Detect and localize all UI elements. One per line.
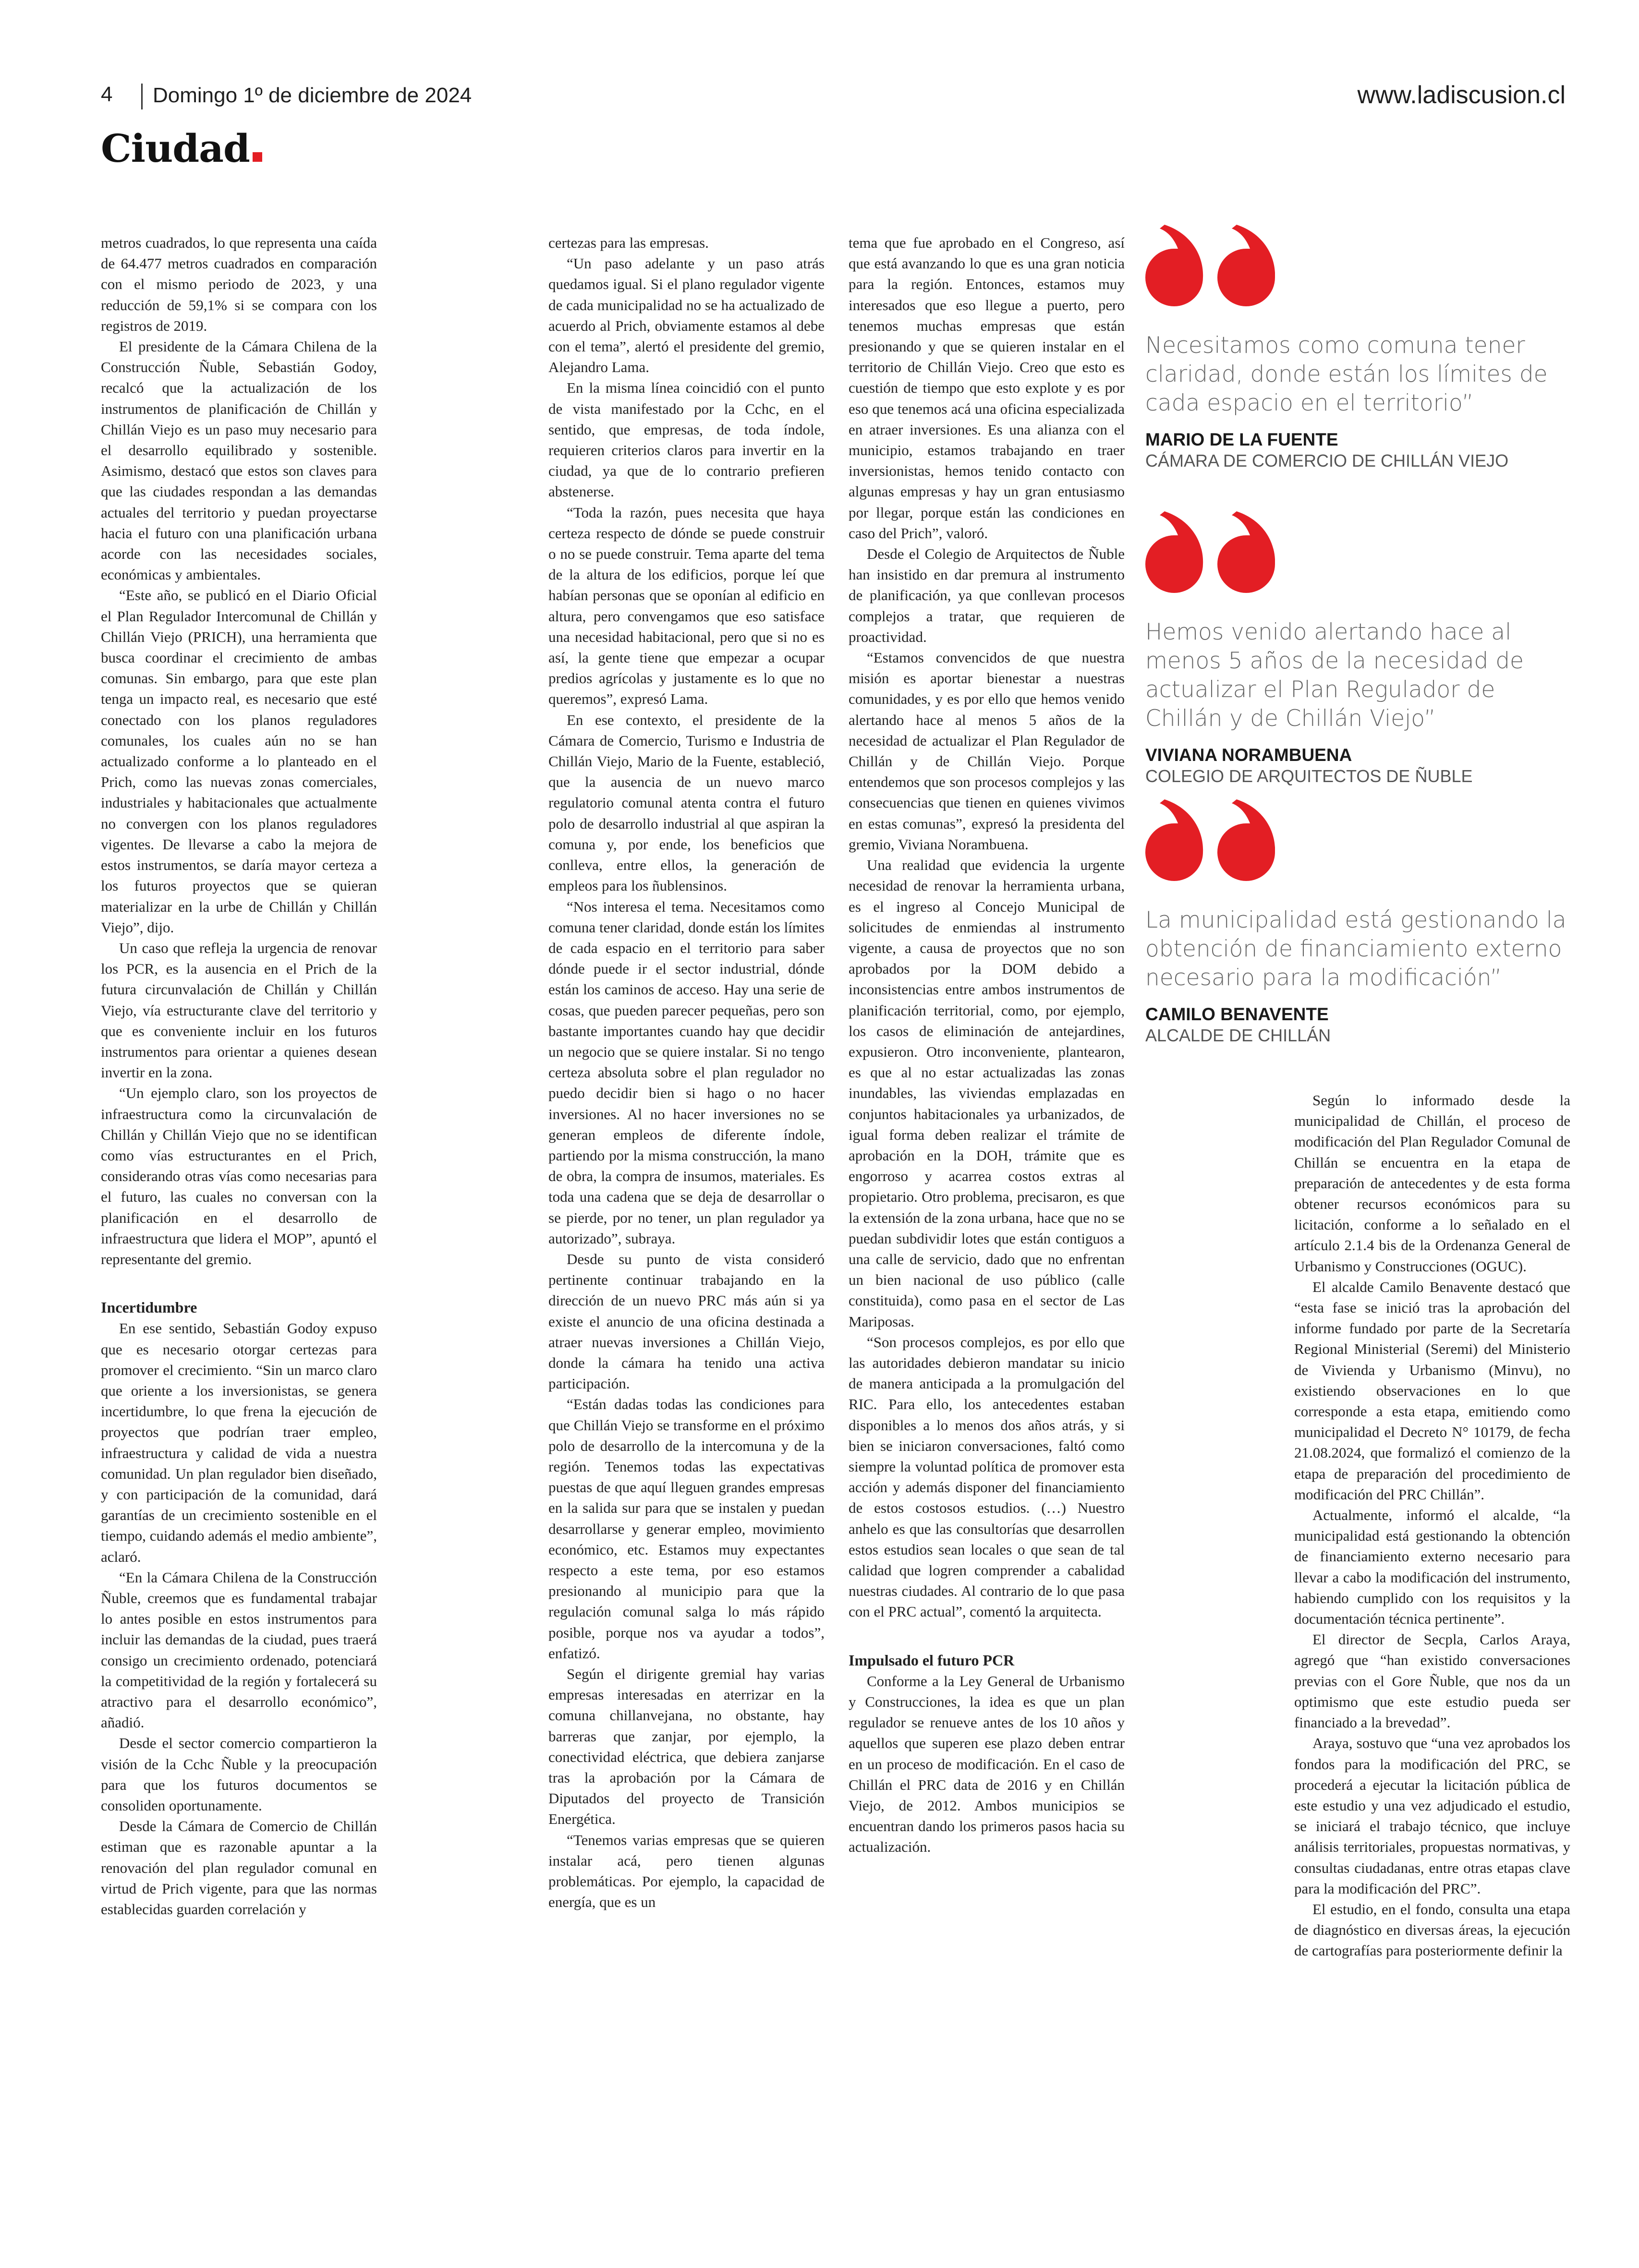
site-url[interactable]: www.ladiscusion.cl	[1357, 81, 1566, 109]
quote-author: CAMILO BENAVENTE	[1145, 1004, 1329, 1024]
paragraph: Desde el sector comercio compartieron la visión de la Cchc Ñuble y la preocupación para que los futuros documentos se consoliden oportunamente.	[101, 1735, 377, 1814]
subheading: Impulsado el futuro PCR	[849, 1651, 1015, 1669]
article-column-4	[1294, 1090, 1570, 1961]
header-divider	[141, 84, 143, 109]
paragraph: “Este año, se publicó en el Diario Oficial el Plan Regulador Intercomunal de Chillán y Chillán Viejo (PRICH), una herramienta que busca coordinar el crecimiento de ambas comunas. Sin embargo, para que este plan tenga un impacto real, es necesario que esté conectado con los planos reguladores comunales, los cuales aún no se han actualizado conforme a lo planteado en el Prich, como las nuevas zonas comerciales, industriales y habitacionales que actualmente no convergen con los planos reguladores vigentes. De llevarse a cabo la mejora de estos instrumentos, se daría mayor certeza a los futuros proyectos que se quieran materializar en la urbe de Chillán y Chillán Viejo”, dijo.	[101, 587, 377, 936]
paragraph: En ese sentido, Sebastián Godoy expuso que es necesario otorgar certezas para promover el crecimiento. “Sin un marco claro que oriente a los inversionistas, se genera incertidumbre, lo que frena la ejecución de proyectos que podrían traer empleo, infraestructura y calidad de vida a nuestra comunidad. Un plan regulador bien diseñado, y con participación de la comunidad, dará garantías de un crecimiento sostenible en el tiempo, cuidando además el medio ambiente”, aclaró.	[101, 1320, 377, 1565]
quote-text: Necesitamos como comuna tener claridad, donde están los límites de cada espacio en el territorio”	[1145, 332, 1548, 416]
paragraph: Desde la Cámara de Comercio de Chillán estiman que es razonable apuntar a la renovación del plan regulador comunal en virtud de Prich vigente, para que las normas establecidas guarden correlación y	[101, 1818, 377, 1918]
pull-quote	[1145, 225, 1578, 471]
paragraph: Una realidad que evidencia la urgente necesidad de renovar la herramienta urbana, es el ingreso al Concejo Municipal de solicitudes de enmiendas al instrumento vigente, a causa de proyectos que no son aprobados por la DOM debido a inconsistencias entre ambos instrumentos de planificación territorial, como, por ejemplo, los casos de eliminación de antejardines, expusieron. Otro inconveniente, plantearon, es que al no estar actualizadas las zonas inundables, las viviendas emplazadas en conjuntos habitacionales ya urbanizados, de igual forma deben realizar el trámite de aprobación en la DOH, trámite que es engorroso y acarrea costos extras al propietario. Otro problema, precisaron, es que la extensión de la zona urbana, hace que no se puedan subdividir lotes que están contiguos a una calle de servicio, dado que no enfrentan un bien nacional de uso público (calle constituida), como pasa en el sector de Las Mariposas.	[849, 857, 1125, 1330]
page-number: 4	[101, 83, 113, 106]
quote-author-role: ALCALDE DE CHILLÁN	[1145, 1025, 1331, 1045]
paragraph: Desde el Colegio de Arquitectos de Ñuble han insistido en dar premura al instrumento de planificación, ya que conllevan procesos complejos a tratar, que requieren de proactividad.	[849, 545, 1125, 645]
paragraph: metros cuadrados, lo que representa una caída de 64.477 metros cuadrados en comparación con el mismo periodo de 2023, y una reducción de 59,1% si se compara con los registros de 2019.	[101, 234, 377, 334]
paragraph: El alcalde Camilo Benavente destacó que “esta fase se inició tras la aprobación del informe fundado por parte de la Secretaría Regional Ministerial (Seremi) del Ministerio de Vivienda y Urbanismo (Minvu), no existiendo observaciones en lo que corresponde a esta etapa, emitiendo como municipalidad el Decreto N° 10179, de fecha 21.08.2024, que formalizó el comienzo de la etapa de preparación del procedimiento de modificación del PRC Chillán”.	[1294, 1278, 1570, 1503]
page-header	[101, 81, 1566, 129]
pull-quote	[1145, 511, 1578, 787]
quote-marks-icon	[1145, 799, 1275, 881]
quote-author-role: CÁMARA DE COMERCIO DE CHILLÁN VIEJO	[1145, 451, 1509, 470]
paragraph: Según lo informado desde la municipalidad de Chillán, el proceso de modificación del Plan Regulador Comunal de Chillán se encuentra en la etapa de preparación de antecedentes y de esta forma obtener recursos económicos para su licitación, conforme a lo señalado en el artículo 2.1.4 bis de la Ordenanza General de Urbanismo y Construcciones (OGUC).	[1294, 1092, 1570, 1275]
paragraph: En ese contexto, el presidente de la Cámara de Comercio, Turismo e Industria de Chillán Viejo, Mario de la Fuente, estableció, que la ausencia de un nuevo marco regulatorio comunal atenta contra el futuro polo de desarrollo industrial al que aspiran la comuna y, por ende, los beneficios que conlleva, entre ellos, la generación de empleos para los ñublensinos.	[548, 711, 825, 894]
paragraph: “En la Cámara Chilena de la Construcción Ñuble, creemos que es fundamental trabajar lo antes posible en estos instrumentos para incluir las demandas de la ciudad, pues traerá consigo un crecimiento ordenado, potenciará la competitividad de la región y fortalecerá su atractivo para el desarrollo económico”, añadió.	[101, 1568, 377, 1731]
quote-author: MARIO DE LA FUENTE	[1145, 430, 1338, 449]
paragraph: “Estamos convencidos de que nuestra misión es aportar bienestar a nuestras comunidades, y es por ello que hemos venido alertando hace al menos 5 años de la necesidad de actualizar el Plan Regulador de Chillán y de Chillán Viejo. Porque entendemos que son procesos complejos y las consecuencias que tienen en quienes vivimos en estas comunas”, expresó la presidenta del gremio, Viviana Norambuena.	[849, 649, 1125, 853]
paragraph: certezas para las empresas.	[548, 234, 709, 251]
paragraph: En la misma línea coincidió con el punto de vista manifestado por la Cchc, en el sentido, que empresas, de toda índole, requieren criterios claros para invertir en la ciudad, ya que de lo contrario prefieren abstenerse.	[548, 379, 825, 500]
paragraph: “Un ejemplo claro, son los proyectos de infraestructura como la circunvalación de Chillán y Chillán Viejo que no se identifican como vías estructurantes en el Prich, considerando otras vías como necesarias para el futuro, las cuales no conversan con la planificación en el desarrollo de infraestructura que lidera el MOP”, apuntó el representante del gremio.	[101, 1085, 377, 1267]
paragraph: Según el dirigente gremial hay varias empresas interesadas en aterrizar en la comuna chillanvejana, no obstante, hay barreras que zanjar, por ejemplo, la conectividad eléctrica, que debiera zanjarse tras la aprobación por la Cámara de Diputados del proyecto de Transición Energética.	[548, 1665, 825, 1828]
quote-text: Hemos venido alertando hace al menos 5 años de la necesidad de actualizar el Plan Regulador de Chillán y de Chillán Viejo”	[1145, 619, 1524, 732]
article-column-3	[849, 232, 1125, 1858]
paragraph: Un caso que refleja la urgencia de renovar los PCR, es la ausencia en el Prich de la futura circunvalación de Chillán y Chillán Viejo, vía estructurante clave del territorio y que es conveniente incluir en los futuros instrumentos para orientar a quienes desean invertir en la zona.	[101, 939, 377, 1081]
pull-quote	[1145, 799, 1578, 1046]
paragraph: El estudio, en el fondo, consulta una etapa de diagnóstico en diversas áreas, la ejecución de cartografías para posteriormente definir la	[1294, 1900, 1570, 1959]
quote-author: VIVIANA NORAMBUENA	[1145, 745, 1352, 765]
paragraph: tema que fue aprobado en el Congreso, así que está avanzando lo que es una gran noticia para la región. Entonces, estamos muy interesados que eso llegue a puerto, pero tenemos muchas empresas que están presionando y que se quieren instalar en el territorio de Chillán Viejo. Creo que esto es cuestión de tiempo que esto explote y es por eso que tenemos acá una oficina especializada en atraer inversiones. Es una alianza con el municipio, estamos trabajando en traer inversionistas, hemos tenido contacto con algunas empresas y hay un gran entusiasmo por llegar, porque están las condiciones en caso del Prich”, valoró.	[849, 234, 1125, 542]
paragraph: Desde su punto de vista consideró pertinente continuar trabajando en la dirección de un nuevo PRC más aún si ya existe el anuncio de una oficina destinada a atraer nuevas inversiones a Chillán Viejo, donde la cámara ha tenido una activa participación.	[548, 1250, 825, 1392]
quote-text: La municipalidad está gestionando la obtención de financiamiento externo necesario para la modificación”	[1145, 907, 1566, 991]
section-title	[101, 126, 262, 171]
paragraph: “Tenemos varias empresas que se quieren instalar acá, pero tienen algunas problemáticas. Por ejemplo, la capacidad de energía, que es un	[548, 1831, 825, 1911]
paragraph: “Nos interesa el tema. Necesitamos como comuna tener claridad, donde están los límites de cada espacio en el territorio para saber dónde puede ir el sector industrial, dónde están los caminos de acceso. Hay una serie de cosas, que pueden parecer pequeñas, pero son bastante importantes cuando hay que decidir un negocio que se quiere instalar. Si no tengo certeza absoluta sobre el plan regulador no puedo decidir bien si hago o no hacer inversiones. Al no hacer inversiones no se generan empleos de diferente índole, partiendo por la misma construcción, la mano de obra, la compra de insumos, materiales. Es toda una cadena que se deja de desarrollar o se pierde, por no tener, un plan regulador ya autorizado”, subraya.	[548, 898, 825, 1247]
paragraph: El presidente de la Cámara Chilena de la Construcción Ñuble, Sebastián Godoy, recalcó que la actualización de los instrumentos de planificación de Chillán y Chillán Viejo es un paso muy necesario para el desarrollo equilibrado y sostenible. Asimismo, destacó que estos son claves para que las ciudades respondan a las demandas actuales del territorio y puedan proyectarse hacia el futuro con una planificación urbana acorde con las necesidades sociales, económicas y ambientales.	[101, 338, 377, 583]
section-label: Ciudad	[101, 126, 250, 171]
paragraph: Araya, sostuvo que “una vez aprobados los fondos para la modificación del PRC, se procederá a ejecutar la licitación pública de este estudio y una vez adjudicado el estudio, se iniciará el trabajo técnico, que incluye análisis territoriales, propuestas normativas, y consultas ciudadanas, entre otras etapas clave para la modificación del PRC”.	[1294, 1735, 1570, 1897]
paragraph: “Toda la razón, pues necesita que haya certeza respecto de dónde se puede construir o no se puede construir. Tema aparte del tema de la altura de los edificios, porque leí que habían personas que se oponían al edificio en altura, pero convengamos que eso satisface una necesidad habitacional, pero que si no es así, la gente tiene que empezar a ocupar predios agrícolas y justamente es lo que no queremos”, expresó Lama.	[548, 504, 825, 708]
paragraph: “Son procesos complejos, es por ello que las autoridades debieron mandatar su inicio de manera anticipada a la promulgación del RIC. Para ello, los antecedentes estaban disponibles a lo menos dos años atrás, y si bien se iniciaron conversaciones, faltó como siempre la voluntad política de promover esta acción y además disponer del financiamiento de estos costosos estudios. (…) Nuestro anhelo es que las consultorías que desarrollen estos estudios sean locales o que sean de tal calidad que logren comprender a cabalidad nuestras ciudades. Al contrario de lo que pasa con el PRC actual”, comentó la arquitecta.	[849, 1333, 1125, 1620]
article-column-2	[548, 232, 825, 1912]
section-dot-icon	[253, 152, 262, 162]
subheading: Incertidumbre	[101, 1299, 197, 1316]
quote-marks-icon	[1145, 225, 1275, 306]
paragraph: Conforme a la Ley General de Urbanismo y Construcciones, la idea es que un plan regulador se renueve antes de los 10 años y aquellos que superen ese plazo deben entrar en un proceso de modificación. En el caso de Chillán el PRC data de 2016 y en Chillán Viejo, de 2012. Ambos municipios se encuentran dando los primeros pasos hacia su actualización.	[849, 1672, 1125, 1856]
quote-marks-icon	[1145, 511, 1275, 593]
issue-date: Domingo 1º de diciembre de 2024	[153, 84, 472, 107]
article-column-1	[101, 232, 377, 1919]
paragraph: El director de Secpla, Carlos Araya, agregó que “han existido conversaciones previas con el Gore Ñuble, que nos da un optimismo que este estudio pueda ser financiado a la brevedad”.	[1294, 1631, 1570, 1731]
quote-author-role: COLEGIO DE ARQUITECTOS DE ÑUBLE	[1145, 766, 1473, 786]
paragraph: “Están dadas todas las condiciones para que Chillán Viejo se transforme en el próximo polo de desarrollo de la intercomuna y de la región. Tenemos todas las expectativas puestas de que aquí lleguen grandes empresas en la salida sur para que se instalen y puedan desarrollarse y generar empleo, movimiento económico, etc. Estamos muy expectantes respecto a este tema, por eso estamos presionando al municipio para que la regulación comunal salga lo más rápido posible, porque nos va ayudar a todos”, enfatizó.	[548, 1396, 825, 1662]
paragraph: Actualmente, informó el alcalde, “la municipalidad está gestionando la obtención de financiamiento externo necesario para llevar a cabo la modificación del instrumento, habiendo cumplido con los requisitos y la documentación técnica pertinente”.	[1294, 1507, 1570, 1628]
paragraph: “Un paso adelante y un paso atrás quedamos igual. Si el plano regulador vigente de cada municipalidad no se ha actualizado de acuerdo al Prich, obviamente estamos al debe con el tema”, alertó el presidente del gremio, Alejandro Lama.	[548, 255, 825, 376]
